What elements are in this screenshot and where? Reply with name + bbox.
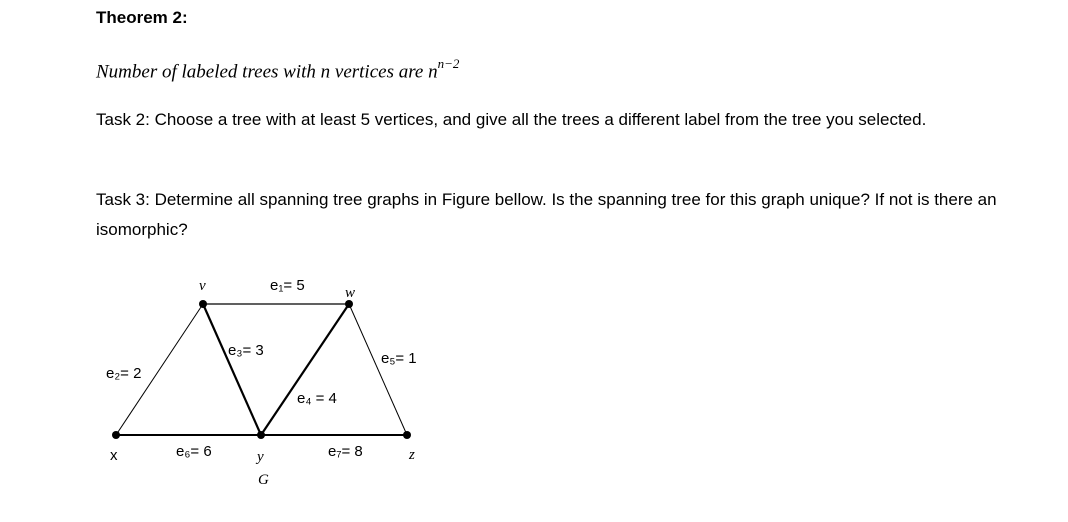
- edge-e6-label: e₆= 6: [176, 443, 212, 460]
- edge-e4: [261, 304, 349, 435]
- task-2-text: Task 2: Choose a tree with at least 5 vertices, and give all the trees a different label from the tree you selected.: [96, 110, 927, 129]
- graph-name-label: G: [258, 472, 269, 488]
- vertex-x-label: x: [110, 447, 118, 464]
- vertex-v-label: v: [199, 278, 206, 294]
- edge-e1-label: e₁= 5: [270, 277, 305, 294]
- vertex-z-label: z: [409, 447, 415, 463]
- edge-e4-label: e₄ = 4: [297, 390, 337, 407]
- edge-e3: [203, 304, 261, 435]
- theorem-heading: Theorem 2:: [96, 8, 188, 27]
- theorem-text: Number of labeled trees with n vertices are n: [96, 61, 438, 83]
- vertex-z-dot: [403, 431, 411, 439]
- vertex-y-dot: [257, 431, 265, 439]
- edge-e7-label: e₇= 8: [328, 443, 363, 460]
- vertex-w-label: w: [345, 285, 356, 301]
- task-3-text: Task 3: Determine all spanning tree graphs in Figure bellow. Is the spanning tree for this graph unique? If not is there an isomorphic?: [96, 190, 997, 239]
- vertex-w-dot: [345, 300, 353, 308]
- vertex-x-dot: [112, 431, 120, 439]
- vertex-y-label: y: [257, 449, 264, 465]
- edge-e5-label: e₅= 1: [381, 350, 417, 367]
- theorem-exponent: n−2: [437, 56, 460, 71]
- edge-e5: [349, 304, 407, 435]
- edge-e2-label: e₂= 2: [106, 365, 142, 382]
- vertex-v-dot: [199, 300, 207, 308]
- edge-e3-label: e₃= 3: [228, 342, 264, 359]
